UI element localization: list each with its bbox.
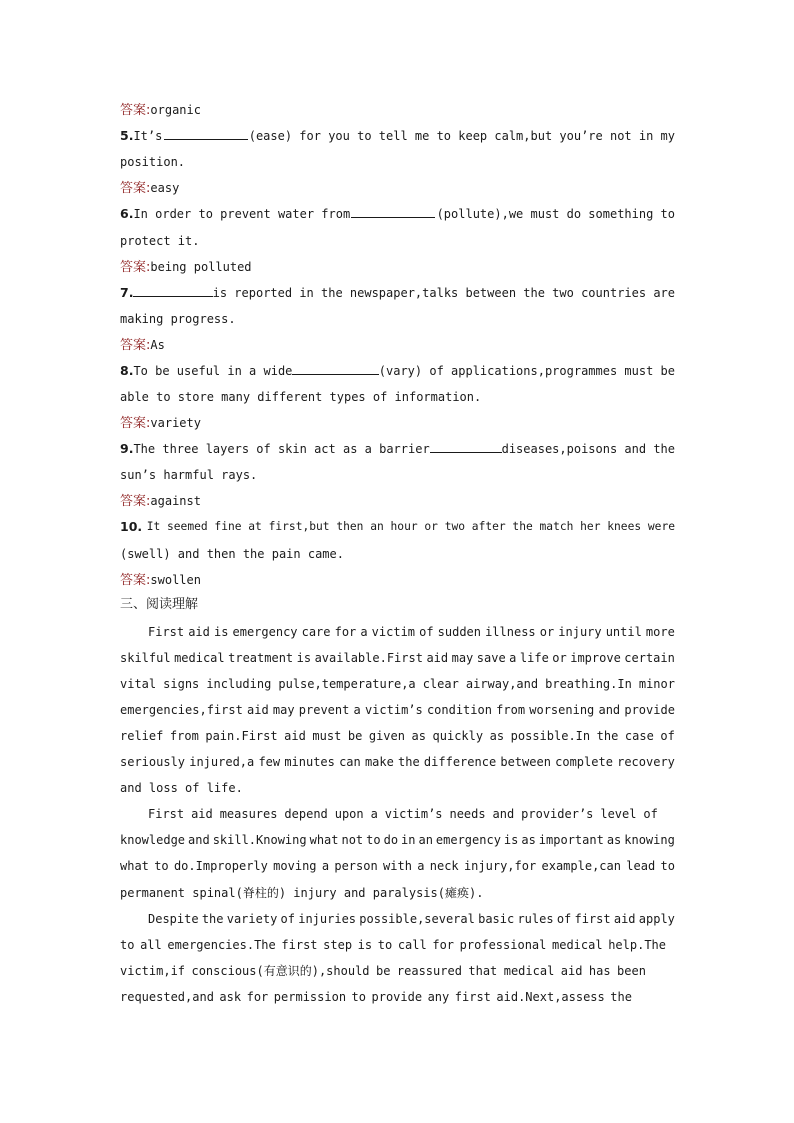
question-number: 8. [120, 363, 134, 378]
answer-line [120, 572, 675, 589]
question-text: It’s [133, 129, 163, 143]
word: step [323, 938, 353, 952]
word: of [419, 625, 434, 639]
word: signs [163, 677, 200, 691]
word: lead [626, 859, 656, 873]
word: a [509, 651, 517, 665]
word: person [334, 859, 378, 873]
passage-line [120, 650, 675, 666]
word: may [272, 703, 295, 717]
word: care [301, 625, 331, 639]
word: recovery [617, 755, 675, 769]
question-number: 9. [120, 441, 134, 456]
word: to [351, 990, 366, 1004]
word: complete [555, 755, 613, 769]
word: has [588, 964, 611, 978]
word: moving [273, 859, 317, 873]
word: of [643, 807, 658, 821]
word: seriously [120, 755, 186, 769]
word: First [148, 625, 185, 639]
word: of [556, 912, 572, 926]
question-10 [120, 519, 675, 535]
word: save [476, 651, 506, 665]
word: aid [426, 651, 449, 665]
word: needs [449, 807, 486, 821]
word: skilful [120, 651, 171, 665]
passage-line [148, 624, 675, 640]
word: of [280, 912, 295, 926]
answer-text: variety [150, 416, 201, 430]
section-title: 三、阅读理解 [120, 597, 199, 612]
word: what [309, 833, 339, 847]
word: in [401, 833, 416, 847]
word: emergencies.The [167, 938, 276, 952]
word: first [454, 990, 491, 1004]
word: important [538, 833, 604, 847]
word: knowledge [120, 833, 186, 847]
question-8-cont: able to store many different types of information. [120, 390, 482, 404]
question-6-cont: protect it. [120, 234, 200, 248]
word: aid [284, 729, 306, 743]
word: first [281, 938, 318, 952]
word: make [364, 755, 394, 769]
word: measures [219, 807, 278, 821]
word: any [427, 990, 450, 1004]
question-10-cont: (swell) and then the pain came. [120, 547, 344, 561]
word: improve [570, 651, 621, 665]
question-6 [120, 206, 675, 222]
question-5 [120, 128, 675, 144]
word: certain [624, 651, 675, 665]
word: minor [638, 677, 675, 691]
word: case [624, 729, 654, 743]
word: as [411, 729, 426, 743]
word: of [660, 729, 675, 743]
word: as [606, 833, 622, 847]
word: more [645, 625, 675, 639]
word: been [617, 964, 646, 978]
word: permission [273, 990, 347, 1004]
word: minutes [284, 755, 335, 769]
question-5-cont: position. [120, 155, 186, 169]
word: breathing.In [545, 677, 632, 691]
word: from [496, 703, 526, 717]
word: variety [226, 912, 278, 926]
passage-line [120, 702, 675, 718]
word: condition [426, 703, 492, 717]
word: victim’s [364, 703, 423, 717]
word: requested,and [120, 990, 214, 1004]
word: and [188, 833, 210, 847]
word: available.First [314, 651, 423, 665]
word: between [500, 755, 551, 769]
word: aid [247, 703, 269, 717]
word: First [148, 807, 185, 821]
word: level [600, 807, 637, 821]
answer-text: easy [150, 181, 180, 195]
word: apply [638, 912, 675, 926]
passage-line [120, 754, 675, 770]
question-number: 5. [120, 128, 134, 143]
word: to [120, 938, 135, 952]
word: for [246, 990, 269, 1004]
word: emergencies,first [120, 703, 243, 717]
answer-blank [292, 363, 378, 375]
question-text: The three layers of skin act as a barrier [133, 442, 430, 456]
word: injured,a [189, 755, 255, 769]
word: possible,several [359, 912, 475, 926]
word: a [370, 807, 378, 821]
answer-text: organic [150, 103, 201, 117]
question-7-cont: making progress. [120, 312, 236, 326]
word: a [353, 703, 361, 717]
word: basic [478, 912, 515, 926]
word: injuries [298, 912, 357, 926]
word: and [492, 807, 515, 821]
word: all [140, 938, 162, 952]
word: clear [422, 677, 459, 691]
word: medical [552, 938, 603, 952]
word: life [519, 651, 549, 665]
answer-line [120, 180, 675, 197]
question-text: To be useful in a wide [133, 364, 293, 378]
question-text: In order to prevent water from [133, 207, 351, 221]
word: call [397, 938, 427, 952]
word: given [368, 729, 405, 743]
word: or [539, 625, 555, 639]
passage-line [148, 911, 675, 927]
word: from [169, 729, 199, 743]
question-9 [120, 441, 675, 457]
answer-line [120, 259, 675, 276]
word: upon [334, 807, 364, 821]
passage-line: permanent spinal(脊柱的) injury and paralysis(瘫痪). [120, 886, 484, 900]
word: that [468, 964, 498, 978]
word: victim,if [120, 964, 186, 978]
answer-label: 答案: [120, 103, 151, 118]
word: provide [624, 703, 675, 717]
word: is [503, 833, 519, 847]
word: provide [371, 990, 423, 1004]
word: aid [613, 912, 636, 926]
answer-blank [351, 206, 435, 218]
passage-line: and loss of life. [120, 781, 243, 795]
word: treatment [228, 651, 294, 665]
word: for [432, 938, 455, 952]
word: a [321, 859, 330, 873]
answer-blank [430, 441, 502, 453]
word: first [574, 912, 611, 926]
question-9-cont: sun’s harmful rays. [120, 468, 258, 482]
word: with [383, 859, 412, 873]
passage-line [120, 832, 675, 848]
word: to [366, 833, 381, 847]
word: vital [120, 677, 157, 691]
word: the [610, 990, 632, 1004]
word: possible.In [510, 729, 591, 743]
word: is [213, 625, 229, 639]
word: aid [188, 625, 210, 639]
answer-label: 答案: [120, 338, 151, 353]
word: injury [558, 625, 602, 639]
question-text: (vary) of applications,programmes must be [378, 364, 675, 378]
word: relief [120, 729, 164, 743]
word: neck [429, 859, 459, 873]
passage-line [120, 858, 675, 874]
word: for [334, 625, 357, 639]
answer-line [120, 337, 675, 354]
passage-line [120, 937, 666, 953]
word: knowing [624, 833, 675, 847]
word: reassured [396, 964, 462, 978]
word: including [206, 677, 272, 691]
passage-line [120, 963, 646, 979]
word: to [377, 938, 393, 952]
word: not [341, 833, 364, 847]
word: or [552, 651, 567, 665]
word: injury,for [463, 859, 537, 873]
word: sudden [437, 625, 481, 639]
word: conscious(有意识的),should [191, 964, 370, 978]
question-text: is reported in the newspaper,talks between the two countries are [212, 286, 675, 300]
word: the [596, 729, 619, 743]
word: provider’s [521, 807, 594, 821]
passage-line [120, 728, 675, 744]
question-8 [120, 363, 675, 379]
answer-line [120, 415, 675, 432]
answer-label: 答案: [120, 573, 151, 588]
word: emergency [232, 625, 298, 639]
word: can [339, 755, 361, 769]
word: aid [191, 807, 213, 821]
word: aid [560, 964, 583, 978]
word: until [605, 625, 642, 639]
word: must [312, 729, 342, 743]
word: an [418, 833, 433, 847]
answer-text: being polluted [150, 260, 252, 274]
word: do.Improperly [173, 859, 268, 873]
answer-blank [133, 285, 212, 297]
word: a [417, 859, 425, 873]
word: airway,and [465, 677, 539, 691]
question-number: 10. [120, 519, 143, 534]
word: help.The [608, 938, 666, 952]
answer-label: 答案: [120, 260, 151, 275]
word: as [489, 729, 505, 743]
question-number: 7. [120, 285, 134, 300]
answer-text: As [150, 338, 165, 352]
word: rules [517, 912, 554, 926]
passage-line [120, 676, 675, 692]
answer-blank [164, 128, 248, 140]
word: prevent [298, 703, 350, 717]
passage-line [120, 989, 632, 1005]
word: what [120, 859, 149, 873]
word: illness [485, 625, 536, 639]
question-text: diseases,poisons and the [501, 442, 675, 456]
answer-line [120, 493, 675, 510]
answer-line [120, 102, 675, 119]
word: ask [219, 990, 242, 1004]
word: and [598, 703, 621, 717]
word: depend [284, 807, 328, 821]
answer-text: against [150, 494, 201, 508]
word: the [201, 912, 224, 926]
passage-line [148, 806, 658, 822]
word: pain.First [205, 729, 278, 743]
word: example,can [541, 859, 621, 873]
answer-label: 答案: [120, 494, 151, 509]
word: medical [503, 964, 555, 978]
answer-label: 答案: [120, 416, 151, 431]
question-text: (pollute),we must do something to [436, 207, 675, 221]
word: be [347, 729, 363, 743]
answer-text: swollen [150, 573, 201, 587]
word: be [375, 964, 391, 978]
word: victim [371, 625, 416, 639]
word: may [451, 651, 474, 665]
word: aid.Next,assess [496, 990, 605, 1004]
word: victim’s [384, 807, 443, 821]
word: is [296, 651, 312, 665]
word: to [154, 859, 169, 873]
question-number: 6. [120, 206, 134, 221]
question-7 [120, 285, 675, 301]
word: as [521, 833, 536, 847]
word: to [660, 859, 675, 873]
word: a [360, 625, 368, 639]
word: difference [423, 755, 497, 769]
word: is [357, 938, 373, 952]
word: do [383, 833, 399, 847]
word: medical [174, 651, 225, 665]
word: professional [459, 938, 547, 952]
word: the [398, 755, 420, 769]
word: emergency [435, 833, 501, 847]
question-text: It seemed fine at first,but then an hour or two after the match her knees were [146, 520, 675, 533]
question-text: (ease) for you to tell me to keep calm,but you’re not in my [248, 129, 675, 143]
word: quickly [432, 729, 484, 743]
word: few [258, 755, 281, 769]
word: Despite [148, 912, 199, 926]
word: worsening [529, 703, 595, 717]
word: pulse,temperature,a [278, 677, 416, 691]
word: skill.Knowing [212, 833, 307, 847]
answer-label: 答案: [120, 181, 151, 196]
